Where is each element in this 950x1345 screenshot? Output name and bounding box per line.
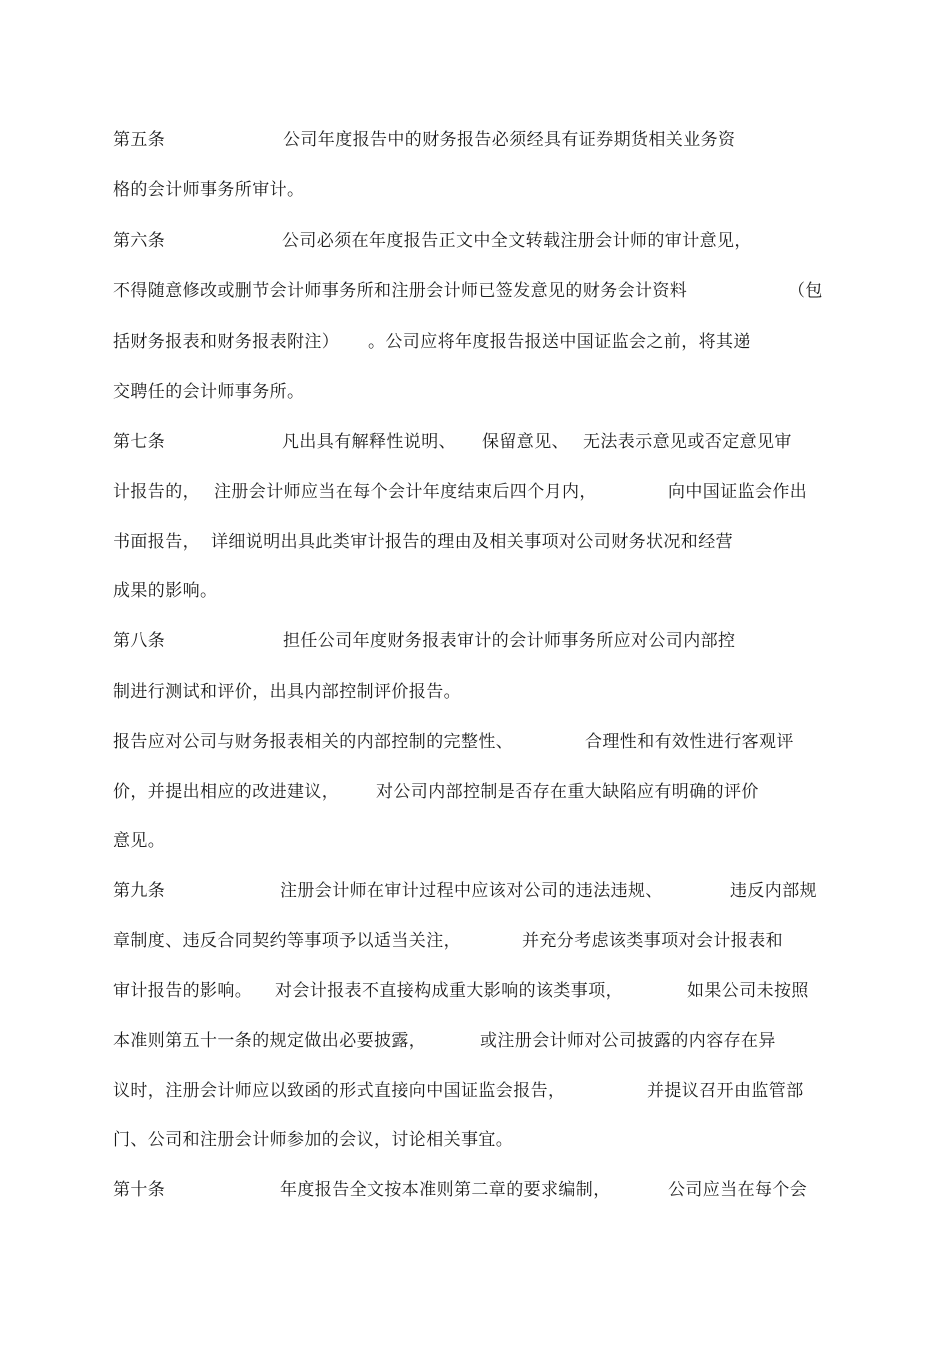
text-line: 价，并提出相应的改进建议， [113,782,340,802]
text-line: 保留意见、 [482,432,569,452]
article-heading: 第五条 [113,130,166,150]
text-line: 向中国证监会作出 [668,482,808,502]
text-line: 制进行测试和评价，出具内部控制评价报告。 [113,682,461,702]
text-line: 对会计报表不直接构成重大影响的该类事项， [275,981,623,1001]
article-heading: 第八条 [113,631,166,651]
article-heading: 第六条 [113,231,166,251]
text-line: 违反内部规 [730,881,817,901]
text-line: 报告应对公司与财务报表相关的内部控制的完整性、 [113,732,514,752]
text-line: 章制度、违反合同契约等事项予以适当关注， [113,931,461,951]
text-line: 不得随意修改或删节会计师事务所和注册会计师已签发意见的财务会计资料 [113,281,688,301]
text-line: 成果的影响。 [113,581,218,601]
text-line: 或注册会计师对公司披露的内容存在异 [480,1031,776,1051]
text-line: 合理性和有效性进行客观评 [585,732,794,752]
text-line: 注册会计师在审计过程中应该对公司的违法违规、 [280,881,663,901]
article-heading: 第十条 [113,1180,166,1200]
text-line: （包 [788,281,823,301]
text-line: 如果公司未按照 [687,981,809,1001]
text-line: 门、公司和注册会计师参加的会议，讨论相关事宜。 [113,1130,514,1150]
text-line: 格的会计师事务所审计。 [113,180,305,200]
text-line: 对公司内部控制是否存在重大缺陷应有明确的评价 [376,782,759,802]
text-line: 注册会计师应当在每个会计年度结束后四个月内， [214,482,597,502]
text-line: 计报告的， [113,482,200,502]
text-line: 公司年度报告中的财务报告必须经具有证券期货相关业务资 [283,130,736,150]
text-line: 审计报告的影响。 [113,981,253,1001]
text-line: 。公司应将年度报告报送中国证监会之前，将其递 [368,332,751,352]
text-line: 括财务报表和财务报表附注） [113,332,340,352]
text-line: 本准则第五十一条的规定做出必要披露， [113,1031,427,1051]
article-heading: 第九条 [113,881,166,901]
text-line: 意见。 [113,831,166,851]
text-line: 担任公司年度财务报表审计的会计师事务所应对公司内部控 [283,631,736,651]
text-line: 交聘任的会计师事务所。 [113,382,305,402]
text-line: 年度报告全文按本准则第二章的要求编制， [280,1180,611,1200]
text-line: 并提议召开由监管部 [647,1081,804,1101]
text-line: 凡出具有解释性说明、 [282,432,456,452]
text-line: 并充分考虑该类事项对会计报表和 [522,931,783,951]
text-line: 议时，注册会计师应以致函的形式直接向中国证监会报告， [113,1081,566,1101]
text-line: 公司必须在年度报告正文中全文转载注册会计师的审计意见， [282,231,752,251]
text-line: 公司应当在每个会 [668,1180,808,1200]
text-line: 书面报告， [113,532,200,552]
text-line: 无法表示意见或否定意见审 [583,432,792,452]
text-line: 详细说明出具此类审计报告的理由及相关事项对公司财务状况和经营 [211,532,733,552]
article-heading: 第七条 [113,432,166,452]
